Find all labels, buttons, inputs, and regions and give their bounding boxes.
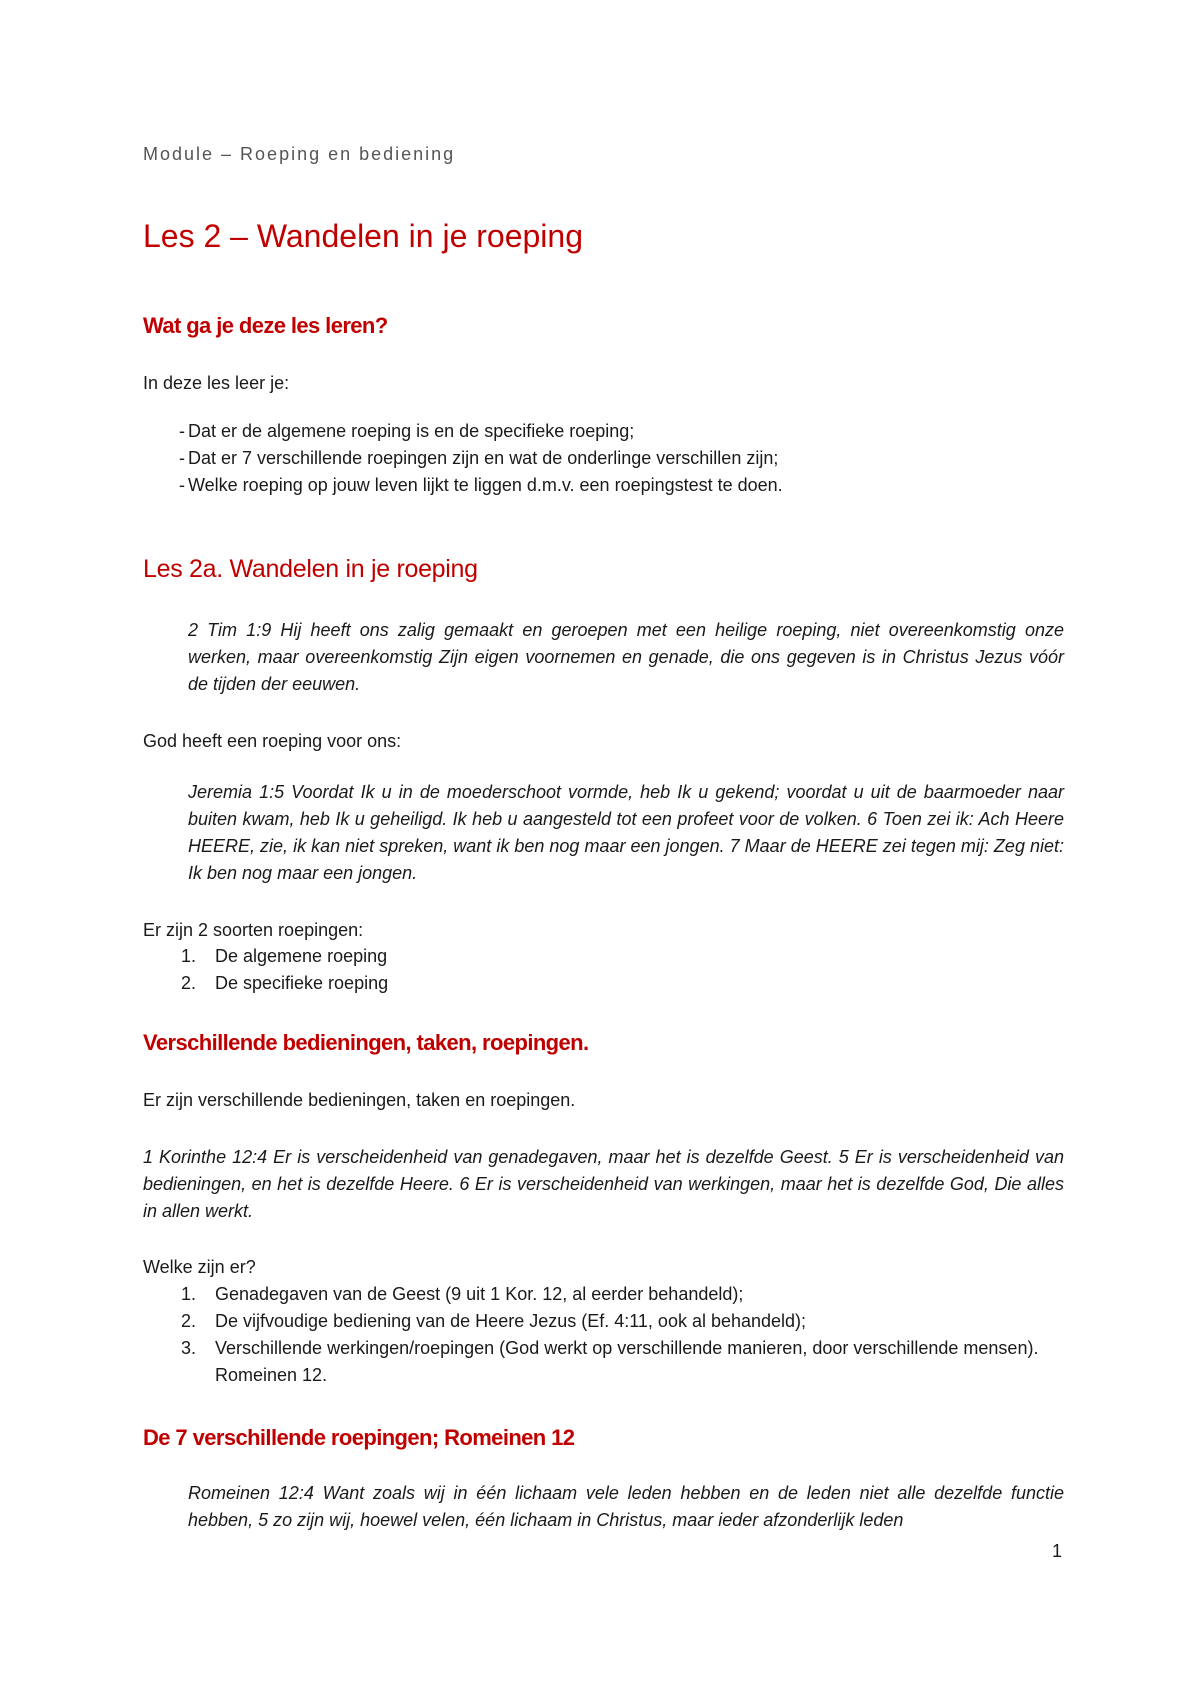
dash-marker: - xyxy=(179,475,185,495)
services-heading: Verschillende bedieningen, taken, roepingen. xyxy=(143,1030,589,1055)
list-item: 2. De vijfvoudige bediening van de Heere Jezus (Ef. 4:11, ook al behandeld); xyxy=(181,1311,807,1331)
lesson-title: Les 2 – Wandelen in je roeping xyxy=(143,218,583,254)
list-item: - Welke roeping op jouw leven lijkt te liggen d.m.v. een roepingstest te doen. xyxy=(143,472,1063,499)
list-item: - Dat er de algemene roeping is en de specifieke roeping; xyxy=(143,418,1063,445)
scripture-quote-jeremia: Jeremia 1:5 Voordat Ik u in de moederschoot vormde, heb Ik u gekend; voordat u uit de baarmoeder naar buiten kwam, heb Ik u geheiligd. Ik heb u aangesteld tot een profeet voor de volken. 6 Toen zei ik: Ach Heere HEERE, zie, ik kan niet spreken, want ik ben nog maar een jongen. 7 Maar de HEERE zei tegen mij: Zeg niet: Ik ben nog maar een jongen. xyxy=(188,782,1064,883)
god-calling-text: God heeft een roeping voor ons: xyxy=(143,731,402,751)
list-item: 2. De specifieke roeping xyxy=(181,973,389,993)
list-item: 1. De algemene roeping xyxy=(181,946,388,966)
scripture-quote-korinthe: 1 Korinthe 12:4 Er is verscheidenheid van genadegaven, maar het is dezelfde Geest. 5 Er is verscheidenheid van bedieningen, en het is dezelfde Heere. 6 Er is verscheidenheid van werkingen, maar het is dezelfde God, Die alles in allen werkt. xyxy=(143,1147,1064,1221)
two-callings-text: Er zijn 2 soorten roepingen: xyxy=(143,920,364,940)
list-item: 3. Verschillende werkingen/roepingen (God werkt op verschillende manieren, door verschillende mensen). Romeinen 12. xyxy=(181,1338,1039,1385)
learn-bullet-list xyxy=(143,418,1063,499)
which-text: Welke zijn er? xyxy=(143,1257,256,1277)
list-item: 1. Genadegaven van de Geest (9 uit 1 Kor. 12, al eerder behandeld); xyxy=(181,1284,744,1304)
scripture-quote-romeinen: Romeinen 12:4 Want zoals wij in één lichaam vele leden hebben en de leden niet alle dezelfde functie hebben, 5 zo zijn wij, hoewel velen, één lichaam in Christus, maar ieder afzonderlijk leden xyxy=(188,1483,1064,1530)
scripture-quote-2tim: 2 Tim 1:9 Hij heeft ons zalig gemaakt en geroepen met een heilige roeping, niet overeenkomstig onze werken, maar overeenkomstig Zijn eigen voornemen en genade, die ons gegeven is in Christus Jezus vóór de tijden der eeuwen. xyxy=(188,620,1064,694)
learn-intro: In deze les leer je: xyxy=(143,373,290,393)
dash-marker: - xyxy=(179,448,185,468)
list-item: - Dat er 7 verschillende roepingen zijn en wat de onderlinge verschillen zijn; xyxy=(143,445,1063,472)
seven-callings-heading: De 7 verschillende roepingen; Romeinen 12 xyxy=(143,1425,575,1450)
callings-numbered-list xyxy=(143,943,1064,997)
services-numbered-list xyxy=(143,1281,1064,1389)
module-header: Module – Roeping en bediening xyxy=(143,144,456,164)
dash-marker: - xyxy=(179,421,185,441)
services-intro: Er zijn verschillende bedieningen, taken en roepingen. xyxy=(143,1090,576,1110)
learn-heading: Wat ga je deze les leren? xyxy=(143,313,388,338)
section-2a-heading: Les 2a. Wandelen in je roeping xyxy=(143,555,478,583)
page-number: 1 xyxy=(1052,1541,1063,1561)
